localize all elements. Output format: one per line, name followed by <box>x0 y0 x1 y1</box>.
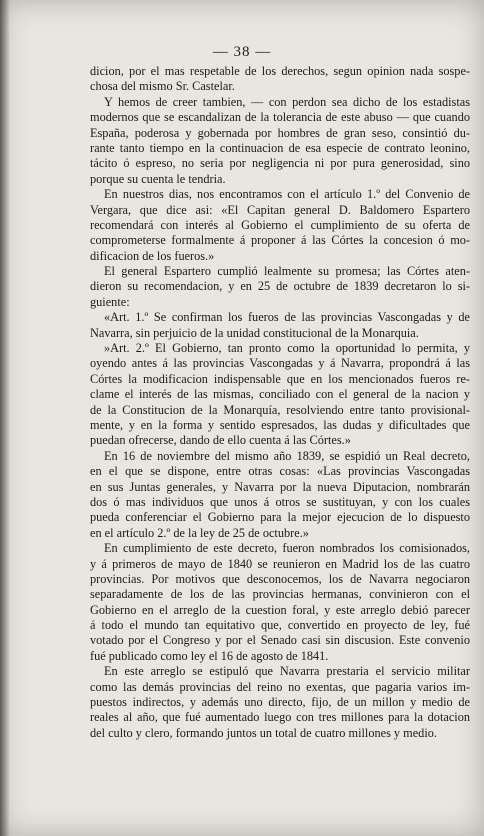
text-line: reales al año, que fué aumentado luego con tres millones para la dotacion <box>90 710 470 725</box>
text-line: En nuestros dias, nos encontramos con el artículo 1.º del Convenio de <box>104 187 470 202</box>
text-line: del culto y clero, formando juntos un total de cuatro millones y medio. <box>90 725 437 740</box>
text-line: porque su cuenta le tendria. <box>90 171 226 186</box>
text-line: Navarra, sin perjuicio de la unidad constitucional de la Monarquia. <box>90 325 419 340</box>
text-line: como las demás provincias del reino no exentas, que pagaria varios im- <box>90 679 470 694</box>
text-line: oyendo antes á las provincias Vascongadas y á Navarra, propondrá á las <box>90 356 470 371</box>
text-line: en el artículo 2.º de la ley de 25 de octubre.» <box>90 525 309 540</box>
text-line: en sus Juntas generales, y Navarra por la nueva Diputacion, nombrarán <box>90 479 470 494</box>
text-line: Y hemos de creer tambien, — con perdon sea dicho de los estadistas <box>104 94 470 109</box>
text-line: fué publicado como ley el 16 de agosto de 1841. <box>90 648 329 663</box>
text-line: mente, y en la forma y sentido espresados, las dudas y dificultades que <box>90 417 470 432</box>
text-line: dieron su recomendacion, y en 25 de octubre de 1839 decretaron lo si- <box>90 279 470 294</box>
text-line: En este arreglo se estipuló que Navarra prestaria el servicio militar <box>104 664 470 679</box>
text-line: España, poderosa y gobernada por hombres de gran seso, consintió du- <box>90 125 470 140</box>
text-line: recomendará con interés al Gobierno el cumplimiento de su oferta de <box>90 217 470 232</box>
text-line: »Art. 2.º El Gobierno, tan pronto como la oportunidad lo permita, y <box>104 341 470 356</box>
text-line: dicion, por el mas respetable de los derechos, segun opinion nada sospe- <box>90 64 470 78</box>
text-line: pueda conferenciar el Gobierno para la mejor ejecucion de lo dispuesto <box>90 510 470 525</box>
text-line: en el que se dispone, entre otras cosas: «Las provincias Vascongadas <box>90 464 470 479</box>
text-line: á todo el mundo tan equitativo que, convertido en proyecto de ley, fué <box>90 618 470 633</box>
text-line: y á primeros de mayo de 1840 se reunieron en Madrid los de las cuatro <box>90 556 470 571</box>
text-line: comprometerse formalmente á proponer á las Córtes la concesion ó mo- <box>90 233 470 248</box>
text-line: tácito ó espreso, no seria por negligencia ni por pura generosidad, sino <box>90 156 470 171</box>
text-line: En 16 de noviembre del mismo año 1839, se espidió un Real decreto, <box>104 448 470 463</box>
text-line: guiente: <box>90 294 130 309</box>
text-line: «Art. 1.º Se confirman los fueros de las provincias Vascongadas y de <box>104 310 470 325</box>
text-line: Gobierno en el arreglo de la cuestion foral, y este arreglo debió parecer <box>90 602 470 617</box>
text-line: Córtes la modificacion indispensable que en los mencionados fueros re- <box>90 371 470 386</box>
text-line: modernos que se escandalizan de la tolerancia de este abuso — que cuando <box>90 110 470 125</box>
text-line: En cumplimiento de este decreto, fueron nombrados los comisionados, <box>104 541 470 556</box>
page-number: — 38 — <box>212 44 272 60</box>
text-line: votado por el Congreso y por el Senado casi sin discusion. Este convenio <box>90 633 470 648</box>
text-line: rante tanto tiempo en la continuacion de esa especie de contrato leonino, <box>90 140 470 155</box>
text-line: Vergara, que dice asi: «El Capitan general D. Baldomero Espartero <box>90 202 470 217</box>
text-line: puedan ofrecerse, dando de ello cuenta á las Córtes.» <box>90 433 351 448</box>
body-text <box>90 64 470 741</box>
text-line: chosa del mismo Sr. Castelar. <box>90 79 235 94</box>
text-line: dos ó mas individuos que unos á otros se sustituyan, y con los cuales <box>90 494 470 509</box>
text-line: puestos indirectos, y además uno directo, fijo, de un millon y medio de <box>90 695 470 710</box>
text-line: de la Constitucion de la Monarquía, resolviendo entre tanto provisional- <box>90 402 470 417</box>
text-line: clame el interés de las mismas, conciliado con el general de la nacion y <box>90 387 470 402</box>
text-line: El general Espartero cumplió lealmente su promesa; las Córtes aten- <box>104 264 470 279</box>
text-line: dificacion de los fueros.» <box>90 248 215 263</box>
text-line: separadamente de los de las provincias hermanas, convinieron con el <box>90 587 470 602</box>
text-line: provincias. Por motivos que desconocemos, los de Navarra negociaron <box>90 571 470 586</box>
